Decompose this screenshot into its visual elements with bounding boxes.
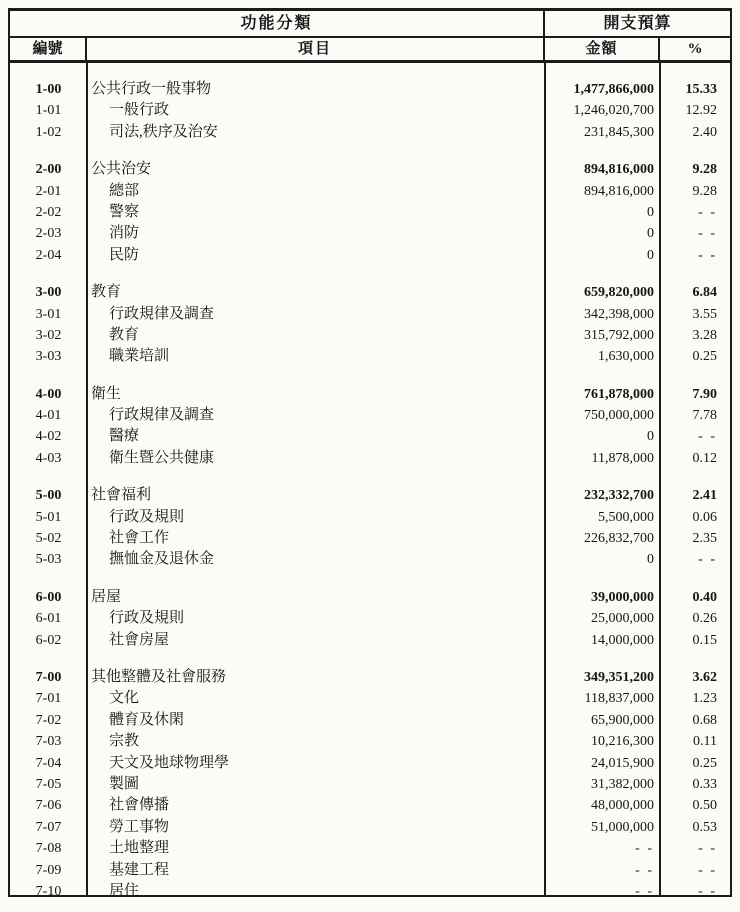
row-percent: 7.90 (692, 386, 717, 402)
row-code: 5-01 (35, 509, 62, 525)
row-percent: - - (698, 841, 717, 857)
row-code: 5-02 (35, 531, 62, 547)
table-row (10, 549, 730, 570)
table-row (10, 630, 730, 651)
table-row (10, 838, 730, 859)
row-amount: 894,816,000 (584, 183, 654, 199)
table-row (10, 325, 730, 346)
row-item-label: 其他整體及社會服務 (91, 668, 227, 685)
row-item-label: 製圖 (109, 775, 140, 792)
row-code: 5-03 (35, 552, 62, 568)
row-amount: 0 (647, 204, 654, 220)
table-row (10, 667, 730, 688)
row-item-label: 教育 (91, 284, 122, 301)
row-percent: - - (698, 552, 717, 568)
row-percent: 0.25 (692, 755, 717, 771)
row-code: 1-02 (35, 124, 62, 140)
row-item-label: 社會工作 (109, 530, 170, 547)
table-row (10, 122, 730, 143)
row-percent: 3.62 (692, 669, 717, 685)
column-header-item: 項目 (87, 38, 545, 60)
row-item-label: 文化 (109, 690, 140, 707)
table-row (10, 159, 730, 180)
table-row (10, 181, 730, 202)
row-amount: 10,216,300 (591, 734, 654, 750)
column-header-percent: % (687, 41, 703, 57)
row-item-label: 體育及休閑 (109, 711, 185, 728)
row-amount: 0 (647, 247, 654, 263)
row-code: 7-06 (35, 798, 62, 814)
row-percent: - - (698, 247, 717, 263)
row-code: 4-01 (35, 408, 62, 424)
row-item-label: 醫療 (109, 428, 140, 445)
row-percent: 0.33 (692, 776, 717, 792)
row-item-label: 社會傳播 (109, 797, 170, 814)
column-header-code: 編號 (10, 38, 87, 60)
table-row (10, 817, 730, 838)
row-code: 2-01 (35, 183, 62, 199)
row-item-label: 消防 (109, 225, 140, 242)
row-percent: 0.40 (692, 589, 717, 605)
table-row (10, 881, 730, 897)
row-percent: 0.12 (692, 450, 717, 466)
row-code: 2-00 (35, 162, 62, 178)
row-code: 6-01 (35, 611, 62, 627)
table-row (10, 448, 730, 469)
table-body (10, 63, 730, 897)
row-item-label: 民防 (109, 246, 140, 263)
row-code: 7-01 (35, 691, 62, 707)
column-divider (86, 63, 88, 897)
table-row (10, 282, 730, 303)
row-amount: 232,332,700 (584, 488, 654, 504)
row-amount: - - (635, 841, 654, 857)
row-amount: 5,500,000 (598, 509, 654, 525)
row-percent: 9.28 (692, 183, 717, 199)
row-percent: 3.55 (692, 306, 717, 322)
row-item-label: 行政規律及調查 (109, 407, 215, 424)
row-code: 7-04 (35, 755, 62, 771)
table-row (10, 202, 730, 223)
row-percent: - - (698, 226, 717, 242)
row-code: 2-02 (35, 204, 62, 220)
row-code: 7-03 (35, 734, 62, 750)
row-percent: 2.35 (692, 531, 717, 547)
table-row (10, 245, 730, 266)
row-code: 4-00 (35, 386, 62, 402)
row-item-label: 社會福利 (91, 487, 152, 504)
row-amount: 1,246,020,700 (573, 103, 654, 119)
row-amount: - - (635, 862, 654, 878)
row-percent: 15.33 (685, 82, 717, 97)
row-code: 7-02 (35, 712, 62, 728)
row-percent: 2.40 (692, 124, 717, 140)
row-code: 3-01 (35, 306, 62, 322)
table-row (10, 753, 730, 774)
row-item-label: 社會房屋 (109, 631, 170, 648)
table-header-groups (10, 11, 730, 38)
row-item-label: 基建工程 (109, 861, 170, 878)
row-percent: 0.26 (692, 611, 717, 627)
table-row (10, 795, 730, 816)
row-code: 4-03 (35, 450, 62, 466)
row-percent: 7.78 (692, 408, 717, 424)
table-header-columns (10, 38, 730, 63)
row-percent: 0.06 (692, 509, 717, 525)
row-percent: 3.28 (692, 327, 717, 343)
row-amount: 11,878,000 (591, 450, 654, 466)
row-item-label: 公共行政一般事物 (91, 81, 212, 97)
table-row (10, 223, 730, 244)
row-amount: 315,792,000 (584, 327, 654, 343)
row-amount: 118,837,000 (584, 691, 654, 707)
row-percent: - - (698, 204, 717, 220)
row-amount: 48,000,000 (591, 798, 654, 814)
row-item-label: 一般行政 (109, 102, 170, 119)
row-amount: - - (635, 883, 654, 897)
table-row (10, 426, 730, 447)
row-code: 7-09 (35, 862, 62, 878)
row-percent: 0.53 (692, 819, 717, 835)
table-row (10, 304, 730, 325)
row-amount: 231,845,300 (584, 124, 654, 140)
row-code: 7-07 (35, 819, 62, 835)
row-code: 3-03 (35, 349, 62, 365)
group-spacer (10, 266, 730, 282)
row-percent: 6.84 (692, 285, 717, 301)
row-item-label: 勞工事物 (109, 818, 170, 835)
row-item-label: 居住 (109, 882, 140, 897)
table-row (10, 384, 730, 405)
table-row (10, 79, 730, 100)
row-code: 7-10 (35, 883, 62, 897)
row-percent: 0.68 (692, 712, 717, 728)
row-item-label: 職業培訓 (109, 348, 170, 365)
row-amount: 24,015,900 (591, 755, 654, 771)
table-row (10, 710, 730, 731)
row-code: 4-02 (35, 429, 62, 445)
row-percent: 12.92 (685, 103, 717, 119)
row-item-label: 行政規律及調查 (109, 305, 215, 322)
group-spacer (10, 368, 730, 384)
row-amount: 659,820,000 (584, 285, 654, 301)
group-spacer (10, 143, 730, 159)
row-percent: 0.11 (693, 734, 717, 750)
row-item-label: 居屋 (91, 588, 122, 605)
row-item-label: 總部 (109, 182, 140, 199)
row-code: 3-00 (35, 285, 62, 301)
row-item-label: 司法,秩序及治安 (109, 123, 218, 140)
row-item-label: 行政及規則 (109, 508, 185, 525)
row-amount: 0 (647, 429, 654, 445)
row-percent: 9.28 (692, 162, 717, 178)
row-amount: 349,351,200 (584, 669, 654, 685)
row-percent: - - (698, 883, 717, 897)
column-header-amount: 金額 (545, 38, 660, 60)
table-row (10, 587, 730, 608)
column-divider (544, 63, 546, 897)
row-amount: 39,000,000 (591, 589, 654, 605)
row-amount: 51,000,000 (591, 819, 654, 835)
row-percent: 0.25 (692, 349, 717, 365)
row-amount: 31,382,000 (591, 776, 654, 792)
row-amount: 1,630,000 (598, 349, 654, 365)
row-item-label: 公共治安 (91, 161, 152, 178)
table-row (10, 485, 730, 506)
table-row (10, 688, 730, 709)
row-code: 7-05 (35, 776, 62, 792)
row-code: 2-04 (35, 247, 62, 263)
row-code: 1-00 (35, 82, 62, 97)
row-item-label: 衛生暨公共健康 (109, 449, 215, 466)
row-item-label: 行政及規則 (109, 610, 185, 627)
row-item-label: 土地整理 (109, 840, 170, 857)
row-amount: 0 (647, 226, 654, 242)
row-percent: 1.23 (692, 691, 717, 707)
row-amount: 761,878,000 (584, 386, 654, 402)
row-code: 6-02 (35, 632, 62, 648)
table-row (10, 528, 730, 549)
row-code: 5-00 (35, 488, 62, 504)
row-item-label: 衛生 (91, 385, 122, 402)
row-code: 7-00 (35, 669, 62, 685)
row-code: 7-08 (35, 841, 62, 857)
table-row (10, 608, 730, 629)
table-row (10, 774, 730, 795)
row-percent: 0.15 (692, 632, 717, 648)
row-amount: 226,832,700 (584, 531, 654, 547)
row-percent: - - (698, 429, 717, 445)
budget-table (8, 8, 732, 897)
row-code: 1-01 (35, 103, 62, 119)
header-functional-classification: 功能分類 (10, 11, 545, 36)
row-amount: 0 (647, 552, 654, 568)
row-percent: 0.50 (692, 798, 717, 814)
row-item-label: 天文及地球物理學 (109, 754, 230, 771)
group-spacer (10, 571, 730, 587)
row-amount: 65,900,000 (591, 712, 654, 728)
row-percent: - - (698, 862, 717, 878)
row-percent: 2.41 (692, 488, 717, 504)
row-amount: 14,000,000 (591, 632, 654, 648)
table-row (10, 860, 730, 881)
row-amount: 342,398,000 (584, 306, 654, 322)
table-row (10, 507, 730, 528)
row-amount: 894,816,000 (584, 162, 654, 178)
table-row (10, 346, 730, 367)
header-expenditure-budget: 開支預算 (603, 15, 672, 32)
row-amount: 750,000,000 (584, 408, 654, 424)
row-item-label: 教育 (109, 326, 140, 343)
row-code: 2-03 (35, 226, 62, 242)
table-row (10, 100, 730, 121)
group-spacer (10, 63, 730, 79)
group-spacer (10, 469, 730, 485)
row-amount: 1,477,866,000 (573, 82, 654, 97)
group-spacer (10, 651, 730, 667)
row-item-label: 警察 (109, 203, 140, 220)
column-divider (659, 63, 661, 897)
row-code: 3-02 (35, 327, 62, 343)
row-amount: 25,000,000 (591, 611, 654, 627)
row-item-label: 宗教 (109, 733, 140, 750)
row-code: 6-00 (35, 589, 62, 605)
table-row (10, 405, 730, 426)
row-item-label: 撫恤金及退休金 (109, 551, 215, 568)
table-row (10, 731, 730, 752)
